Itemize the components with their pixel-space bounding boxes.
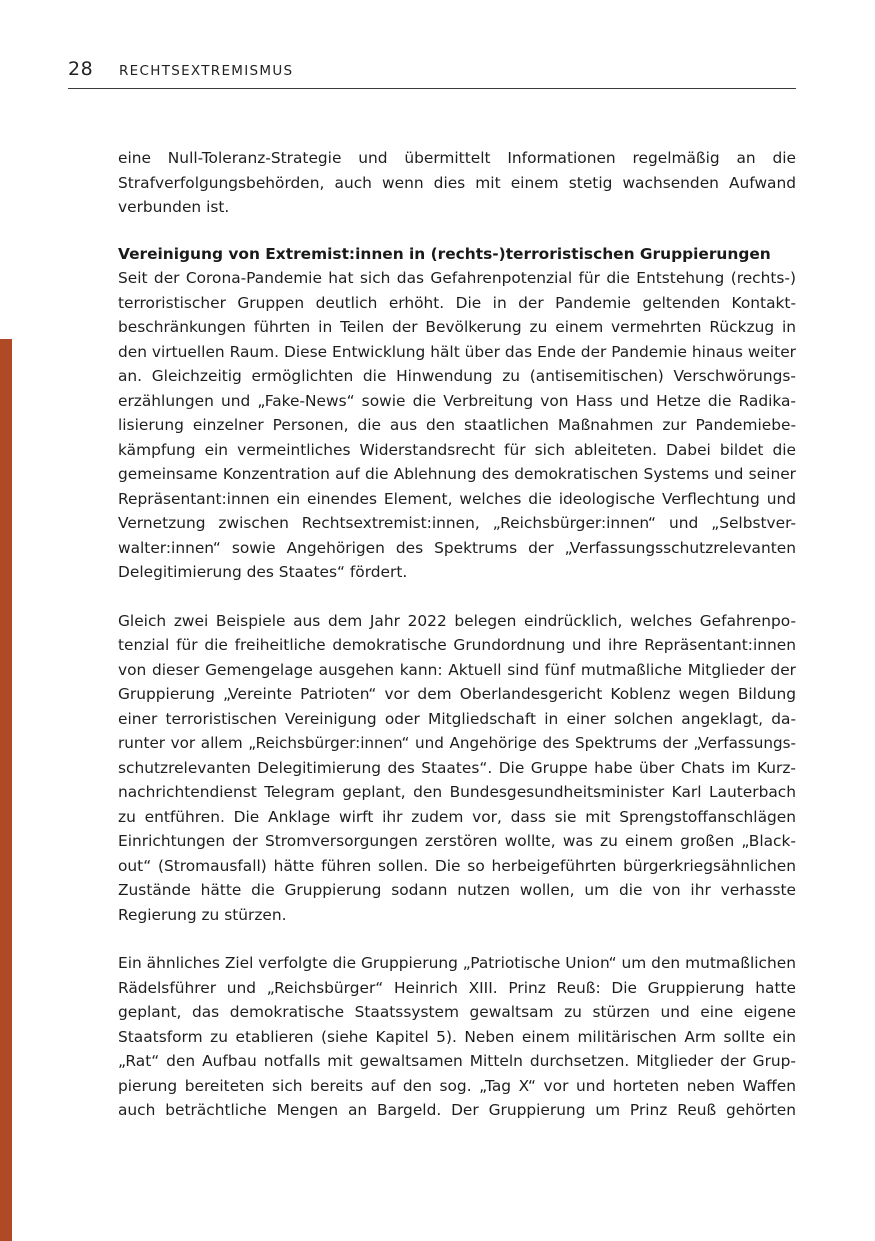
text-line: den virtuellen Raum. Diese Entwicklung hält über das Ende der Pandemie hinaus weiter — [118, 342, 796, 361]
text-line: pierung bereiteten sich bereits auf den sog. „Tag X“ vor und horteten neben Waffen — [118, 1076, 796, 1095]
text-line: Seit der Corona-Pandemie hat sich das Gefahrenpotenzial für die Entstehung (rechts-) — [118, 269, 796, 287]
body-text — [118, 146, 796, 1123]
text-line: Regierung zu stürzen. — [118, 905, 287, 924]
text-line: Ein ähnliches Ziel verfolgte die Gruppierung „Patriotische Union“ um den mutmaßlichen — [118, 954, 796, 972]
text-line: auch beträchtliche Mengen an Bargeld. Der Gruppierung um Prinz Reuß gehörten — [118, 1101, 796, 1119]
text-line: Repräsentant:innen ein einendes Element, welches die ideologische Verflechtung und — [118, 489, 796, 508]
text-line: Einrichtungen der Stromversorgungen zerstören wollte, was zu einem großen „Black- — [118, 832, 796, 850]
text-line: walter:innen“ sowie Angehörigen des Spektrums der „Verfassungsschutzrelevanten — [118, 538, 796, 557]
text-line: beschränkungen führten in Teilen der Bevölkerung zu einem vermehrten Rückzug in — [118, 318, 796, 336]
text-line: tenzial für die freiheitliche demokratische Grundordnung und ihre Repräsentant:innen — [118, 636, 796, 654]
text-line: lisierung einzelner Personen, die aus den staatlichen Maßnahmen zur Pandemiebe- — [118, 416, 796, 434]
text-line: einer terroristischen Vereinigung oder Mitgliedschaft in einer solchen angeklagt, da- — [118, 709, 796, 728]
text-line: gemeinsame Konzentration auf die Ablehnung des demokratischen Systems und seiner — [118, 465, 796, 483]
text-line: Delegitimierung des Staates“ fördert. — [118, 563, 408, 581]
text-line: eine Null-Toleranz-Strategie und übermittelt Informationen regelmäßig an die — [118, 149, 796, 167]
text-line: Gleich zwei Beispiele aus dem Jahr 2022 belegen eindrücklich, welches Gefahrenpo- — [118, 611, 796, 630]
text-line: zu entführen. Die Anklage wirft ihr zudem vor, dass sie mit Sprengstoffanschlägen — [118, 807, 796, 826]
chapter-title: RECHTSEXTREMISMUS — [119, 63, 294, 79]
text-line: von dieser Gemengelage ausgehen kann: Aktuell sind fünf mutmaßliche Mitglieder der — [118, 660, 796, 679]
text-line: runter vor allem „Reichsbürger:innen“ und Angehörige des Spektrums der „Verfassungs- — [118, 734, 796, 752]
text-line: an. Gleichzeitig ermöglichten die Hinwendung zu (antisemitischen) Verschwörungs- — [118, 367, 796, 385]
text-line: out“ (Stromausfall) hätte führen sollen. Die so herbeigeführten bürgerkriegsähnlichen — [118, 856, 796, 875]
text-line: kämpfung ein vermeintliches Widerstandsrecht für sich ableiteten. Dabei bildet die — [118, 440, 796, 459]
text-line: Staatsform zu etablieren (siehe Kapitel 5). Neben einem militärischen Arm sollte ein — [118, 1027, 796, 1046]
text-line: terroristischer Gruppen deutlich erhöht. Die in der Pandemie geltenden Kontakt- — [118, 293, 796, 312]
page-number: 28 — [68, 58, 94, 80]
running-header — [68, 58, 796, 89]
text-line: schutzrelevanten Delegitimierung des Staates“. Die Gruppe habe über Chats im Kurz- — [118, 758, 796, 777]
text-line: verbunden ist. — [118, 198, 230, 216]
text-line: nachrichtendienst Telegram geplant, den Bundesgesundheitsminister Karl Lauterbach — [118, 783, 796, 801]
text-line: Strafverfolgungsbehörden, auch wenn dies mit einem stetig wachsenden Aufwand — [118, 173, 796, 192]
text-line: geplant, das demokratische Staatssystem gewaltsam zu stürzen und eine eigene — [118, 1003, 796, 1021]
section-heading: Vereinigung von Extremist:innen in (rechts-)terroristischen Gruppierungen — [118, 244, 771, 263]
text-line: Zustände hätte die Gruppierung sodann nutzen wollen, um die von ihr verhasste — [118, 881, 796, 899]
page-edge-color-bar — [0, 339, 12, 1241]
text-line: erzählungen und „Fake-News“ sowie die Verbreitung von Hass und Hetze die Radika- — [118, 391, 796, 410]
text-line: Gruppierung „Vereinte Patrioten“ vor dem Oberlandesgericht Koblenz wegen Bildung — [118, 685, 796, 703]
text-line: „Rat“ den Aufbau notfalls mit gewaltsamen Mitteln durchsetzen. Mitglieder der Grup- — [118, 1052, 796, 1070]
text-line: Vernetzung zwischen Rechtsextremist:innen, „Reichsbürger:innen“ und „Selbstver- — [118, 514, 796, 532]
text-line: Rädelsführer und „Reichsbürger“ Heinrich XIII. Prinz Reuß: Die Gruppierung hatte — [118, 978, 796, 997]
